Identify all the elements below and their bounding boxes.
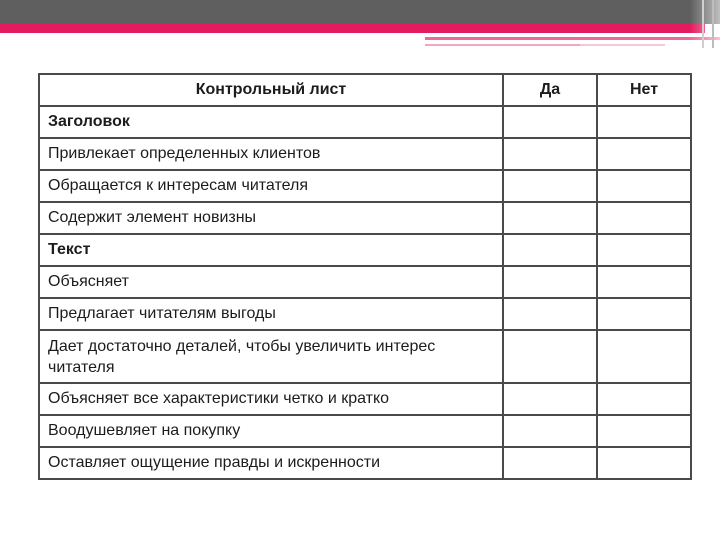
section-row-heading xyxy=(39,106,691,138)
top-pink-bar xyxy=(0,24,705,33)
no-cell[interactable] xyxy=(597,234,691,266)
yes-cell[interactable] xyxy=(503,202,597,234)
table-row xyxy=(39,383,691,415)
row-label: Содержит элемент новизны xyxy=(39,202,503,234)
corner-highlight xyxy=(690,0,720,50)
yes-cell[interactable] xyxy=(503,447,597,479)
row-label: Предлагает читателям выгоды xyxy=(39,298,503,330)
table-row xyxy=(39,202,691,234)
row-label: Объясняет все характеристики четко и кратко xyxy=(39,383,503,415)
table-row xyxy=(39,266,691,298)
checklist-table xyxy=(38,73,692,480)
table-row xyxy=(39,415,691,447)
no-cell[interactable] xyxy=(597,447,691,479)
yes-cell[interactable] xyxy=(503,138,597,170)
row-label: Дает достаточно деталей, чтобы увеличить интерес читателя xyxy=(39,330,503,383)
yes-cell[interactable] xyxy=(503,383,597,415)
top-grey-bar xyxy=(0,0,720,24)
table-row xyxy=(39,138,691,170)
section-row-text xyxy=(39,234,691,266)
no-cell[interactable] xyxy=(597,330,691,383)
header-no: Нет xyxy=(597,74,691,106)
row-label: Оставляет ощущение правды и искренности xyxy=(39,447,503,479)
corner-stripe xyxy=(702,0,704,48)
no-cell[interactable] xyxy=(597,138,691,170)
pink-faint-line xyxy=(425,44,580,46)
table-row xyxy=(39,170,691,202)
top-divider xyxy=(0,33,720,36)
no-cell[interactable] xyxy=(597,266,691,298)
table-header-row xyxy=(39,74,691,106)
row-label: Текст xyxy=(39,234,503,266)
corner-stripe xyxy=(712,0,714,48)
row-label: Привлекает определенных клиентов xyxy=(39,138,503,170)
yes-cell[interactable] xyxy=(503,266,597,298)
row-label: Объясняет xyxy=(39,266,503,298)
no-cell[interactable] xyxy=(597,298,691,330)
no-cell[interactable] xyxy=(597,383,691,415)
pink-accent-line xyxy=(425,37,720,40)
yes-cell[interactable] xyxy=(503,298,597,330)
row-label: Воодушевляет на покупку xyxy=(39,415,503,447)
yes-cell[interactable] xyxy=(503,415,597,447)
table-row xyxy=(39,330,691,383)
no-cell[interactable] xyxy=(597,415,691,447)
pink-faint-line-2 xyxy=(580,44,665,46)
no-cell[interactable] xyxy=(597,170,691,202)
no-cell[interactable] xyxy=(597,106,691,138)
row-label: Заголовок xyxy=(39,106,503,138)
yes-cell[interactable] xyxy=(503,106,597,138)
no-cell[interactable] xyxy=(597,202,691,234)
table-row xyxy=(39,447,691,479)
yes-cell[interactable] xyxy=(503,170,597,202)
header-yes: Да xyxy=(503,74,597,106)
row-label: Обращается к интересам читателя xyxy=(39,170,503,202)
table-row xyxy=(39,298,691,330)
yes-cell[interactable] xyxy=(503,234,597,266)
header-item: Контрольный лист xyxy=(39,74,503,106)
yes-cell[interactable] xyxy=(503,330,597,383)
